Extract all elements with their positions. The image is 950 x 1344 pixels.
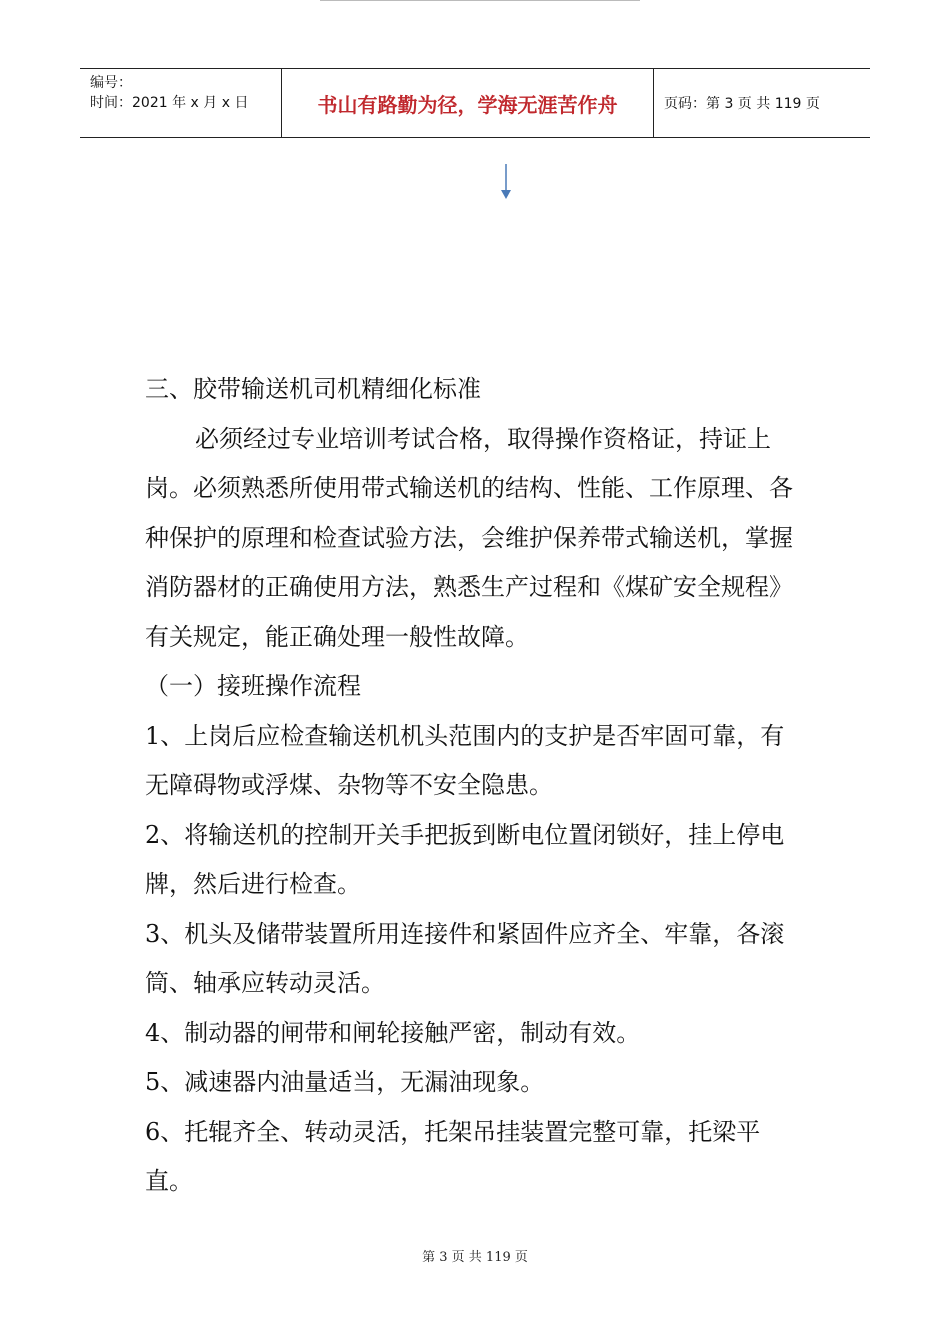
page-footer: 第 3 页 共 119 页 xyxy=(422,1250,528,1265)
page-header xyxy=(80,68,870,138)
list-item: 6、托辊齐全、转动灵活，托架吊挂装置完整可靠，托梁平直。 xyxy=(145,1117,761,1195)
header-page-info: 页码：第 3 页 共 119 页 xyxy=(664,96,820,112)
time-label: 时间：2021 年 x 月 x 日 xyxy=(90,95,249,111)
section-title: 三、胶带输送机司机精细化标准 xyxy=(145,375,481,403)
list-item: 5、减速器内油量适当，无漏油现象。 xyxy=(145,1068,545,1096)
list-item: 3、机头及储带装置所用连接件和紧固件应齐全、牢靠，各滚筒、轴承应转动灵活。 xyxy=(145,919,785,997)
list-item: 4、制动器的闸带和闸轮接触严密，制动有效。 xyxy=(145,1018,641,1047)
list-item: 2、将输送机的控制开关手把扳到断电位置闭锁好，挂上停电牌，然后进行检查。 xyxy=(145,820,785,898)
down-arrow-icon xyxy=(499,164,513,200)
header-motto: 书山有路勤为径，学海无涯苦作舟 xyxy=(282,69,654,137)
top-rule xyxy=(320,0,640,1)
number-label: 编号： xyxy=(90,75,132,91)
list-item: 1、上岗后应检查输送机机头范围内的支护是否牢固可靠，有无障碍物或浮煤、杂物等不安全隐患。 xyxy=(145,721,785,799)
intro-paragraph: 必须经过专业培训考试合格，取得操作资格证，持证上岗。必须熟悉所使用带式输送机的结构、性能、工作原理、各种保护的原理和检查试验方法，会维护保养带式输送机，掌握消防器材的正确使用方法，熟悉生产过程和《煤矿安全规程》有关规定，能正确处理一般性故障。 xyxy=(145,424,793,651)
subsection-title: （一）接班操作流程 xyxy=(145,672,361,700)
document-body xyxy=(145,365,800,1207)
header-meta xyxy=(80,69,282,137)
